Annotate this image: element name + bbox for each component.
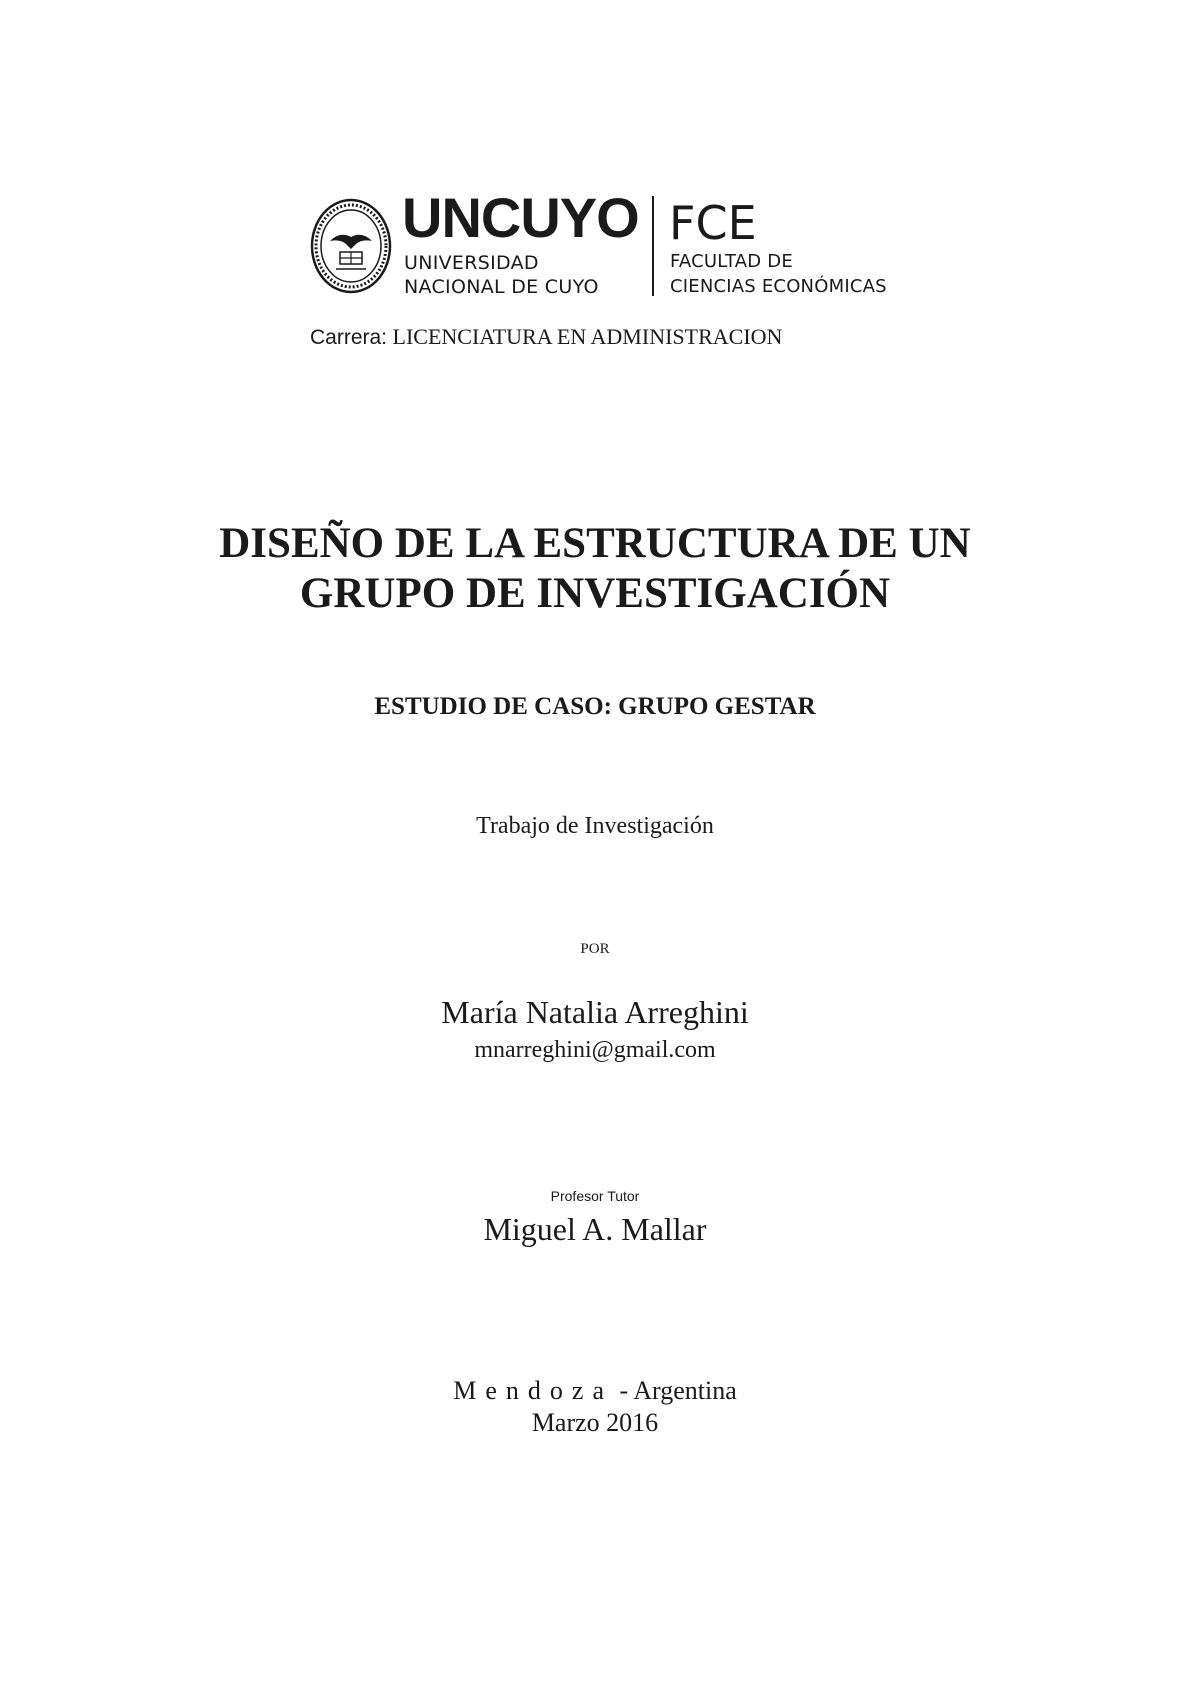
author-email: mnarreghini@gmail.com	[474, 1037, 716, 1063]
tutor-label: Profesor Tutor	[550, 1188, 640, 1204]
work-type: Trabajo de Investigación	[476, 813, 714, 839]
place-separator: -	[619, 1376, 629, 1405]
place-city: Mendoza	[453, 1376, 613, 1405]
author-name: María Natalia Arreghini	[441, 994, 749, 1030]
career-label: Carrera:	[310, 326, 388, 349]
title-line1: DISEÑO DE LA ESTRUCTURA DE UN	[219, 520, 971, 567]
university-name-line2: NACIONAL DE CUYO	[404, 276, 599, 298]
faculty-wordmark: FCE	[669, 196, 757, 250]
university-name-line1: UNIVERSIDAD	[404, 252, 539, 274]
place-country: Argentina	[633, 1376, 737, 1405]
subtitle: ESTUDIO DE CASO: GRUPO GESTAR	[374, 693, 816, 720]
faculty-name-line2: CIENCIAS ECONÓMICAS	[670, 276, 887, 297]
career-line	[310, 324, 782, 350]
tutor-name: Miguel A. Mallar	[483, 1211, 707, 1247]
logo-divider	[652, 196, 654, 296]
career-value: LICENCIATURA EN ADMINISTRACION	[392, 324, 783, 349]
place-line	[0, 1376, 1190, 1406]
faculty-name-line1: FACULTAD DE	[670, 251, 793, 272]
by-label: POR	[580, 941, 610, 957]
date: Marzo 2016	[531, 1408, 659, 1437]
title-line2: GRUPO DE INVESTIGACIÓN	[299, 570, 891, 617]
university-wordmark: UNCUYO	[402, 186, 639, 249]
university-seal-icon	[310, 197, 392, 295]
